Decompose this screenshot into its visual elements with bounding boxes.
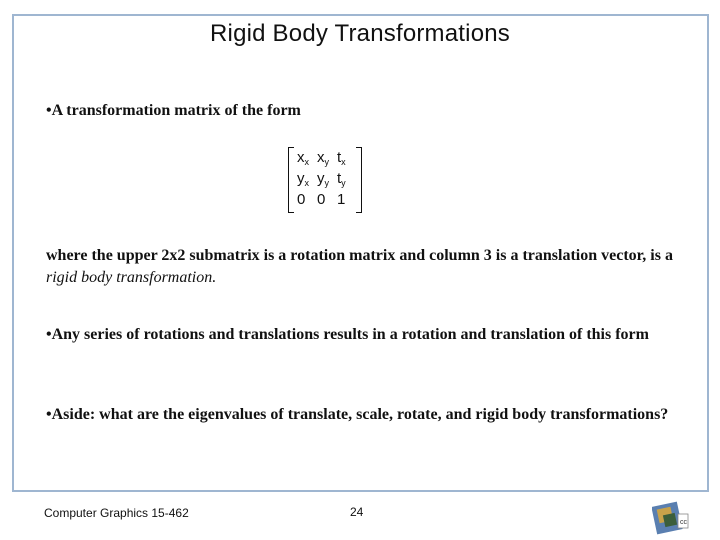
matrix-right-bracket <box>356 147 362 213</box>
bullet-transformation-matrix: •A transformation matrix of the form <box>46 102 301 119</box>
matrix-rows <box>297 147 357 210</box>
where-paragraph <box>46 245 676 289</box>
matrix-cell-base: 1 <box>337 191 346 208</box>
matrix-cell <box>317 147 337 168</box>
matrix-row <box>297 147 357 168</box>
matrix-cell <box>297 168 317 189</box>
matrix-cell <box>317 168 337 189</box>
matrix-cell <box>297 147 317 168</box>
cmu-logo-icon <box>652 500 690 536</box>
matrix-cell-base: t <box>337 149 342 166</box>
matrix-cell-subscript: x <box>341 157 346 167</box>
matrix-cell-subscript: x <box>304 157 309 167</box>
rigid-body-term: rigid body transformation. <box>46 269 217 286</box>
matrix-cell-subscript: y <box>324 157 329 167</box>
matrix-cell <box>317 189 337 210</box>
bullet-aside-eigenvalues: •Aside: what are the eigenvalues of translate, scale, rotate, and rigid body transformations? <box>46 406 669 423</box>
matrix-cell-base: x <box>297 149 305 166</box>
where-text: where the upper 2x2 submatrix is a rotation matrix and column 3 is a translation vector, is a <box>46 247 673 264</box>
matrix-left-bracket <box>288 147 294 213</box>
matrix-cell <box>337 147 357 168</box>
transformation-matrix <box>288 145 362 213</box>
footer-course: Computer Graphics 15-462 <box>44 506 189 520</box>
matrix-cell-base: t <box>337 170 342 187</box>
matrix-cell <box>337 168 357 189</box>
matrix-cell-subscript: y <box>341 178 346 188</box>
bullet-series-of-rotations: •Any series of rotations and translations results in a rotation and translation of this form <box>46 326 649 343</box>
matrix-cell-subscript: y <box>324 178 329 188</box>
svg-text:cc: cc <box>680 519 687 526</box>
matrix-cell <box>337 189 357 210</box>
matrix-cell-base: x <box>317 149 325 166</box>
matrix-cell-base: 0 <box>297 191 306 208</box>
page-number: 24 <box>350 505 364 519</box>
matrix-cell-subscript: x <box>304 178 309 188</box>
matrix-cell <box>297 189 317 210</box>
slide-title: Rigid Body Transformations <box>210 20 510 47</box>
matrix-row <box>297 189 357 210</box>
matrix-row <box>297 168 357 189</box>
matrix-cell-base: y <box>297 170 305 187</box>
matrix-cell-base: 0 <box>317 191 326 208</box>
matrix-cell-base: y <box>317 170 325 187</box>
